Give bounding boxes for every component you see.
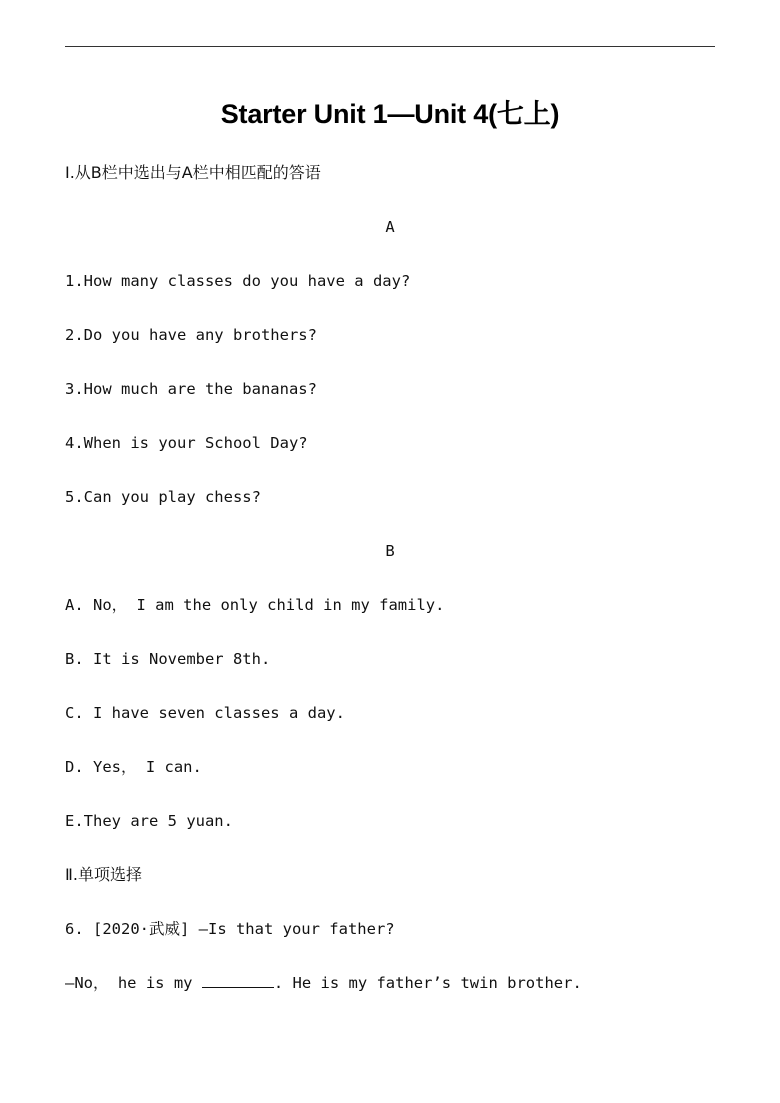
section-2-heading: Ⅱ.单项选择 [65,865,142,884]
column-b-item-a: A. No， I am the only child in my family. [65,596,445,614]
page-title: Starter Unit 1—Unit 4(七上) [220,99,560,129]
answer-blank [202,973,274,988]
column-a-item-3: 3.How much are the bananas? [65,380,317,398]
column-b-label: B [385,542,395,560]
column-b-item-b: B. It is November 8th. [65,650,271,668]
answer-before-blank: —No， he is my [65,974,202,992]
question-6-answer [65,973,582,993]
column-a-item-2: 2.Do you have any brothers? [65,326,317,344]
section-1-heading: Ⅰ.从B栏中选出与A栏中相匹配的答语 [65,163,321,182]
question-6-stem: 6. [2020·武威] —Is that your father? [65,920,395,938]
column-b-item-e: E.They are 5 yuan. [65,812,233,830]
column-a-item-1: 1.How many classes do you have a day? [65,272,411,290]
answer-after-blank: . He is my father’s twin brother. [273,974,582,992]
column-a-item-5: 5.Can you play chess? [65,488,261,506]
column-b-item-c: C. I have seven classes a day. [65,704,345,722]
top-rule [65,46,715,47]
column-a-label: A [385,218,395,236]
column-a-item-4: 4.When is your School Day? [65,434,308,452]
column-b-item-d: D. Yes， I can. [65,758,202,776]
